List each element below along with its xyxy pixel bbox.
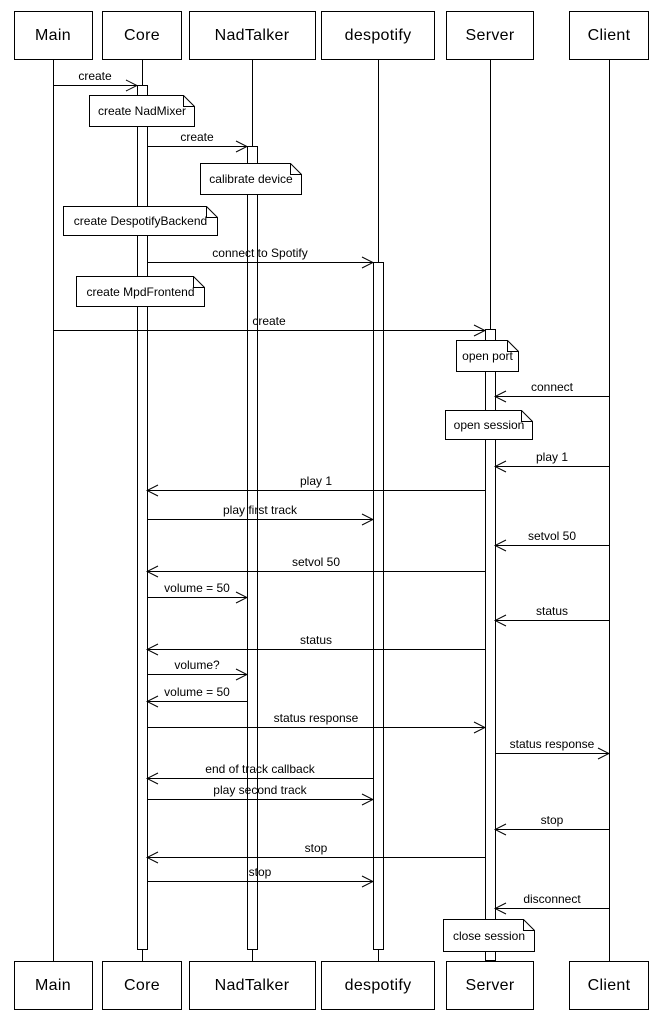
message-label-18-play-second-track: play second track — [213, 783, 307, 797]
message-label-20-stop: stop — [304, 841, 328, 855]
arrowhead-icon-11-status — [494, 614, 507, 627]
message-label-11-status: status — [535, 604, 569, 618]
message-line-10-volume-50 — [147, 597, 247, 598]
message-label-14-volume-50: volume = 50 — [164, 685, 230, 699]
message-line-5-play-1 — [495, 466, 609, 467]
note-3-create-mpdfrontend — [76, 276, 205, 307]
note-text: close session — [452, 928, 526, 943]
arrowhead-icon-19-stop — [494, 823, 507, 836]
message-line-4-connect — [495, 396, 609, 397]
note-2-create-despotifybackend — [63, 206, 218, 236]
participant-bottom-despotify: despotify — [321, 961, 435, 1010]
message-label-10-volume-50: volume = 50 — [164, 581, 230, 595]
arrowhead-icon-2-connect-to-spotify — [361, 256, 374, 269]
message-line-11-status — [495, 620, 609, 621]
message-label-5-play-1: play 1 — [535, 450, 569, 464]
note-text: open session — [453, 418, 525, 432]
arrowhead-icon-14-volume-50 — [146, 695, 159, 708]
message-label-9-setvol-50: setvol 50 — [291, 555, 341, 569]
note-text: create MpdFrontend — [86, 284, 195, 299]
message-line-20-stop — [147, 857, 485, 858]
note-1-calibrate-device — [200, 163, 302, 195]
note-text: open port — [462, 349, 513, 363]
message-label-19-stop: stop — [540, 813, 564, 827]
message-label-8-setvol-50: setvol 50 — [527, 529, 577, 543]
arrowhead-icon-7-play-first-track — [361, 513, 374, 526]
message-line-6-play-1 — [147, 490, 485, 491]
arrowhead-icon-9-setvol-50 — [146, 565, 159, 578]
message-label-12-status: status — [299, 633, 333, 647]
message-label-17-end-of-track-callback: end of track callback — [205, 762, 315, 776]
arrowhead-icon-3-create — [473, 324, 486, 337]
arrowhead-icon-6-play-1 — [146, 484, 159, 497]
message-label-16-status-response: status response — [509, 737, 595, 751]
arrowhead-icon-18-play-second-track — [361, 793, 374, 806]
note-5-open-session — [445, 410, 533, 440]
participant-top-server: Server — [446, 11, 534, 60]
message-label-6-play-1: play 1 — [299, 474, 333, 488]
arrowhead-icon-1-create — [235, 140, 248, 153]
message-label-21-stop: stop — [248, 865, 272, 879]
message-label-0-create: create — [78, 69, 112, 83]
message-label-1-create: create — [180, 130, 214, 144]
participant-top-client: Client — [569, 11, 649, 60]
message-label-2-connect-to-spotify: connect to Spotify — [212, 246, 308, 260]
note-4-open-port — [456, 340, 519, 372]
message-line-22-disconnect — [495, 908, 609, 909]
message-label-15-status-response: status response — [273, 711, 359, 725]
note-6-close-session — [443, 919, 535, 952]
arrowhead-icon-10-volume-50 — [235, 591, 248, 604]
participant-top-despotify: despotify — [321, 11, 435, 60]
lifeline-main — [53, 60, 54, 961]
arrowhead-icon-17-end-of-track-callback — [146, 772, 159, 785]
participant-bottom-main: Main — [14, 961, 93, 1010]
message-line-19-stop — [495, 829, 609, 830]
participant-top-core: Core — [102, 11, 182, 60]
note-text: calibrate device — [209, 172, 293, 186]
message-line-14-volume-50 — [147, 701, 247, 702]
participant-bottom-core: Core — [102, 961, 182, 1010]
arrowhead-icon-4-connect — [494, 390, 507, 403]
message-line-12-status — [147, 649, 485, 650]
message-label-7-play-first-track: play first track — [222, 503, 298, 517]
message-label-22-disconnect: disconnect — [523, 892, 581, 906]
message-line-9-setvol-50 — [147, 571, 485, 572]
message-line-8-setvol-50 — [495, 545, 609, 546]
message-line-2-connect-to-spotify — [147, 262, 373, 263]
arrowhead-icon-5-play-1 — [494, 460, 507, 473]
arrowhead-icon-8-setvol-50 — [494, 539, 507, 552]
message-line-18-play-second-track — [147, 799, 373, 800]
participant-bottom-client: Client — [569, 961, 649, 1010]
note-0-create-nadmixer — [89, 95, 195, 127]
arrowhead-icon-0-create — [125, 79, 138, 92]
arrowhead-icon-20-stop — [146, 851, 159, 864]
activation-bar-despotify — [373, 262, 384, 950]
message-line-3-create — [53, 330, 485, 331]
message-line-16-status-response — [495, 753, 609, 754]
message-line-15-status-response — [147, 727, 485, 728]
participant-top-nadtalker: NadTalker — [189, 11, 316, 60]
message-label-4-connect: connect — [530, 380, 574, 394]
message-label-13-volume: volume? — [174, 658, 220, 672]
message-line-13-volume — [147, 674, 247, 675]
participant-bottom-server: Server — [446, 961, 534, 1010]
message-line-7-play-first-track — [147, 519, 373, 520]
note-text: create DespotifyBackend — [73, 214, 208, 228]
message-label-3-create: create — [252, 314, 286, 328]
arrowhead-icon-16-status-response — [597, 747, 610, 760]
note-text: create NadMixer — [97, 104, 187, 118]
message-line-17-end-of-track-callback — [147, 778, 373, 779]
lifeline-client — [609, 60, 610, 961]
arrowhead-icon-12-status — [146, 643, 159, 656]
message-line-21-stop — [147, 881, 373, 882]
arrowhead-icon-21-stop — [361, 875, 374, 888]
message-line-1-create — [147, 146, 247, 147]
activation-bar-nadtalker — [247, 146, 258, 950]
participant-bottom-nadtalker: NadTalker — [189, 961, 316, 1010]
arrowhead-icon-15-status-response — [473, 721, 486, 734]
arrowhead-icon-13-volume — [235, 668, 248, 681]
participant-top-main: Main — [14, 11, 93, 60]
arrowhead-icon-22-disconnect — [494, 902, 507, 915]
